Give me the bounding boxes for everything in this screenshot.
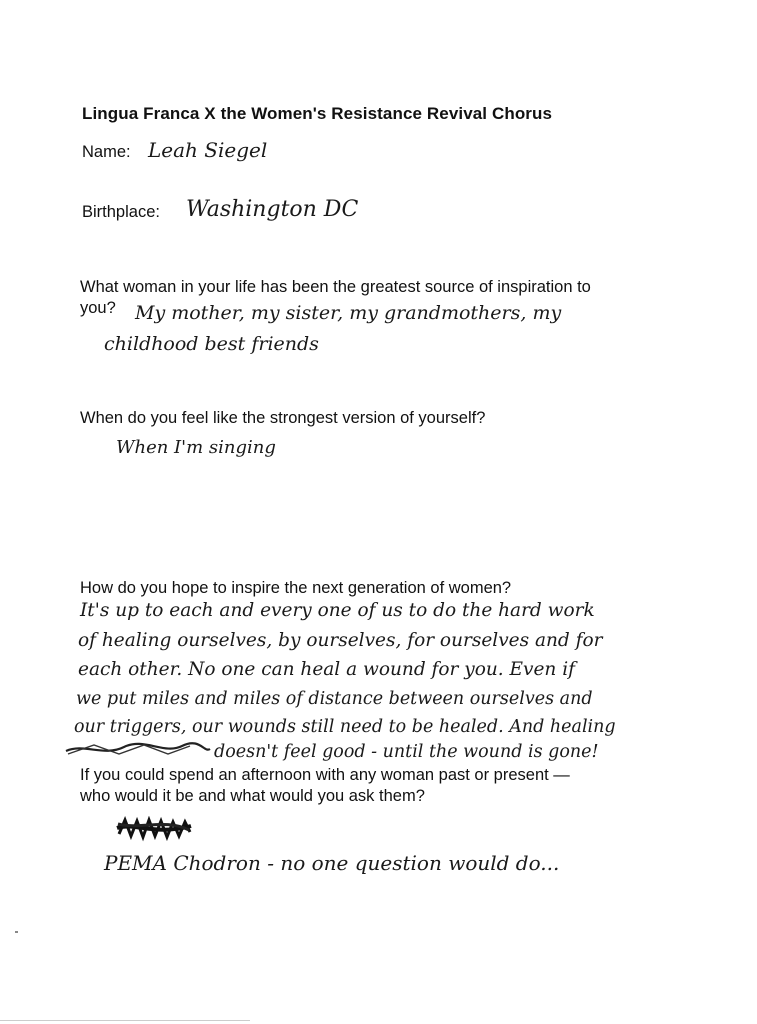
answer-3-line-4: we put miles and miles of distance between ourselves and <box>76 689 593 709</box>
question-1-line-1: What woman in your life has been the greatest source of inspiration to <box>80 278 591 296</box>
question-1-line-2: you? <box>80 299 116 317</box>
scan-speck <box>15 931 18 933</box>
name-value: Leah Siegel <box>148 138 268 162</box>
answer-1-line-2: childhood best friends <box>104 333 319 355</box>
question-4-line-1: If you could spend an afternoon with any woman past or present — <box>80 766 570 784</box>
question-2 <box>80 408 485 429</box>
answer-3-line-1: It's up to each and every one of us to do the hard work <box>80 600 595 621</box>
birthplace-label: Birthplace: <box>82 203 160 221</box>
scan-edge-line <box>0 1020 250 1021</box>
scribbled-out-mark <box>115 816 193 842</box>
question-2-line-1: When do you feel like the strongest version of yourself? <box>80 409 486 427</box>
answer-2-line-1: When I'm singing <box>116 437 276 458</box>
answer-1-line-1: My mother, my sister, my grandmothers, my <box>135 302 562 324</box>
name-label: Name: <box>82 143 131 161</box>
answer-3-line-6: doesn't feel good - until the wound is gone! <box>214 742 599 762</box>
answer-3-line-5: our triggers, our wounds still need to be healed. And healing <box>74 717 616 737</box>
question-4-line-2: who would it be and what would you ask them? <box>80 787 425 805</box>
answer-3-line-3: each other. No one can heal a wound for you. Even if <box>78 659 575 680</box>
question-4 <box>80 765 570 807</box>
birthplace-value: Washington DC <box>186 197 359 222</box>
crossed-out-word <box>64 741 212 759</box>
answer-3-line-2: of healing ourselves, by ourselves, for ourselves and for <box>78 630 603 651</box>
form-title: Lingua Franca X the Women's Resistance Revival Chorus <box>82 104 553 123</box>
question-3-line-1: How do you hope to inspire the next generation of women? <box>80 579 512 597</box>
answer-4-line-1: PEMA Chodron - no one question would do... <box>104 851 560 875</box>
